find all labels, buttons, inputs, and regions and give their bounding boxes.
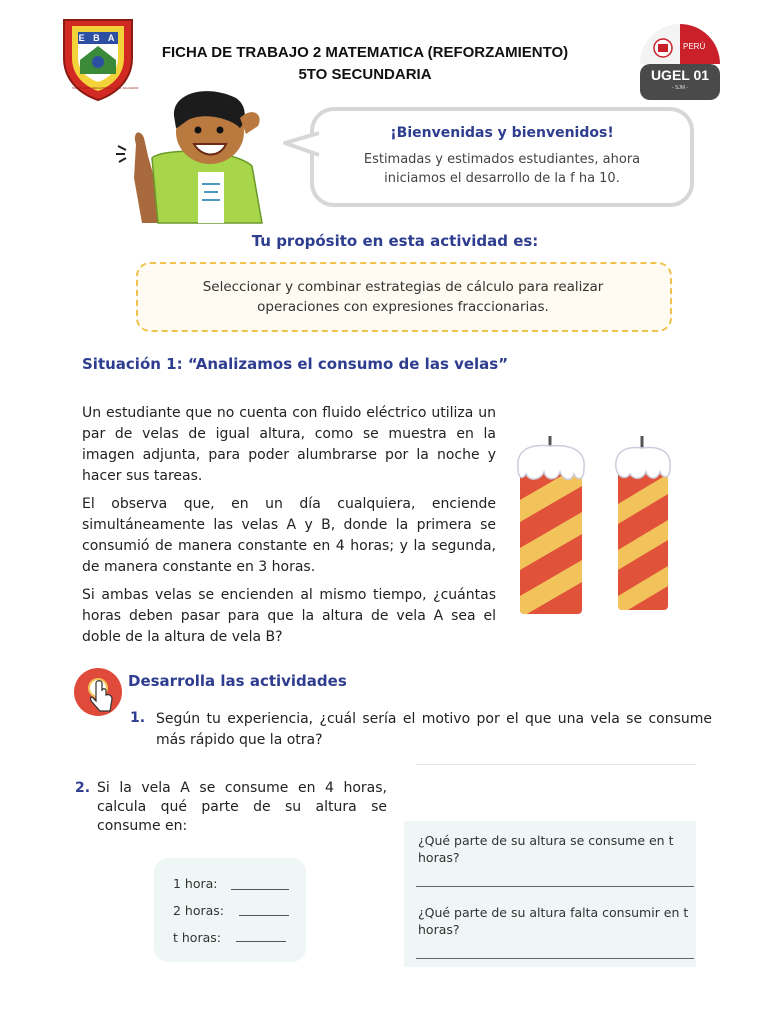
welcome-line-1: Estimadas y estimados estudiantes, ahora xyxy=(363,152,641,167)
ugel-name: UGEL 01 xyxy=(650,67,710,83)
answer-blank-3[interactable] xyxy=(236,941,286,942)
purpose-heading: Tu propósito en esta actividad es: xyxy=(251,232,539,250)
question-2-number: 2. xyxy=(75,780,91,796)
touch-hand-icon xyxy=(72,667,124,717)
purpose-line-2: operaciones con expresiones fraccionarias. xyxy=(257,299,549,315)
situation-paragraph-2: El observa que, en un día cualquiera, enciende simultáneamente las velas A y B, donde la primera se consumió de manera constante en 4 horas; y la segunda, de manera constante en 3 horas. xyxy=(82,496,496,575)
hours-label-1: 1 hora: xyxy=(173,876,218,891)
welcome-text xyxy=(326,150,678,188)
answer-blank-2[interactable] xyxy=(239,915,289,916)
hours-label-2: 2 horas: xyxy=(173,903,225,918)
candle-b xyxy=(616,436,670,616)
title-line-2: 5TO SECUNDARIA xyxy=(298,66,432,83)
candle-a xyxy=(518,436,584,618)
question-2-text: Si la vela A se consume en 4 horas, calcula qué parte de su altura se consume en: xyxy=(97,780,387,834)
answer-blank-1[interactable] xyxy=(231,889,289,890)
purpose-text xyxy=(150,277,656,317)
ask-consumed: ¿Qué parte de su altura se consume en t horas? xyxy=(418,833,674,865)
student-illustration xyxy=(112,88,282,223)
activities-heading: Desarrolla las actividades xyxy=(128,672,347,690)
logo-ring-text: INSTITUCION EDUCATIVA VILLA EL SALVADOR xyxy=(72,86,139,90)
answer-line-2[interactable] xyxy=(416,958,694,959)
purpose-line-1: Seleccionar y combinar estrategias de cálculo para realizar xyxy=(202,279,604,295)
question-1-number: 1. xyxy=(130,710,146,726)
logo-letters: E B A xyxy=(78,33,118,43)
situation-paragraph-1: Un estudiante que no cuenta con fluido eléctrico utiliza un par de velas de igual altura, como se muestra en la imagen adjunta, para poder alumbrarse por la noche y hacer sus tareas. xyxy=(82,405,496,484)
page-title xyxy=(120,42,610,86)
welcome-line-2: iniciamos el desarrollo de la f ha 10. xyxy=(384,171,620,186)
question-1-text: Según tu experiencia, ¿cuál sería el motivo por el que una vela se consume más rápido que la otra? xyxy=(156,711,712,748)
candles-illustration xyxy=(512,430,684,620)
welcome-title: ¡Bienvenidas y bienvenidos! xyxy=(390,125,614,141)
situation-paragraph-3: Si ambas velas se encienden al mismo tiempo, ¿cuántas horas deben pasar para que la altura de vela A sea el doble de la altura de vela B? xyxy=(82,587,496,645)
answer-line-1[interactable] xyxy=(416,886,694,887)
ugel-country: PERÚ xyxy=(683,42,706,51)
situation-title: Situación 1: “Analizamos el consumo de las velas” xyxy=(82,355,509,373)
ask-remaining: ¿Qué parte de su altura falta consumir en t horas? xyxy=(418,905,689,937)
hours-label-3: t horas: xyxy=(173,930,221,945)
title-line-1: FICHA DE TRABAJO 2 MATEMATICA (REFORZAMIENTO) xyxy=(161,44,569,61)
ugel-sub: - SJM - xyxy=(671,85,689,91)
divider xyxy=(416,764,696,765)
ugel-logo xyxy=(637,22,723,102)
